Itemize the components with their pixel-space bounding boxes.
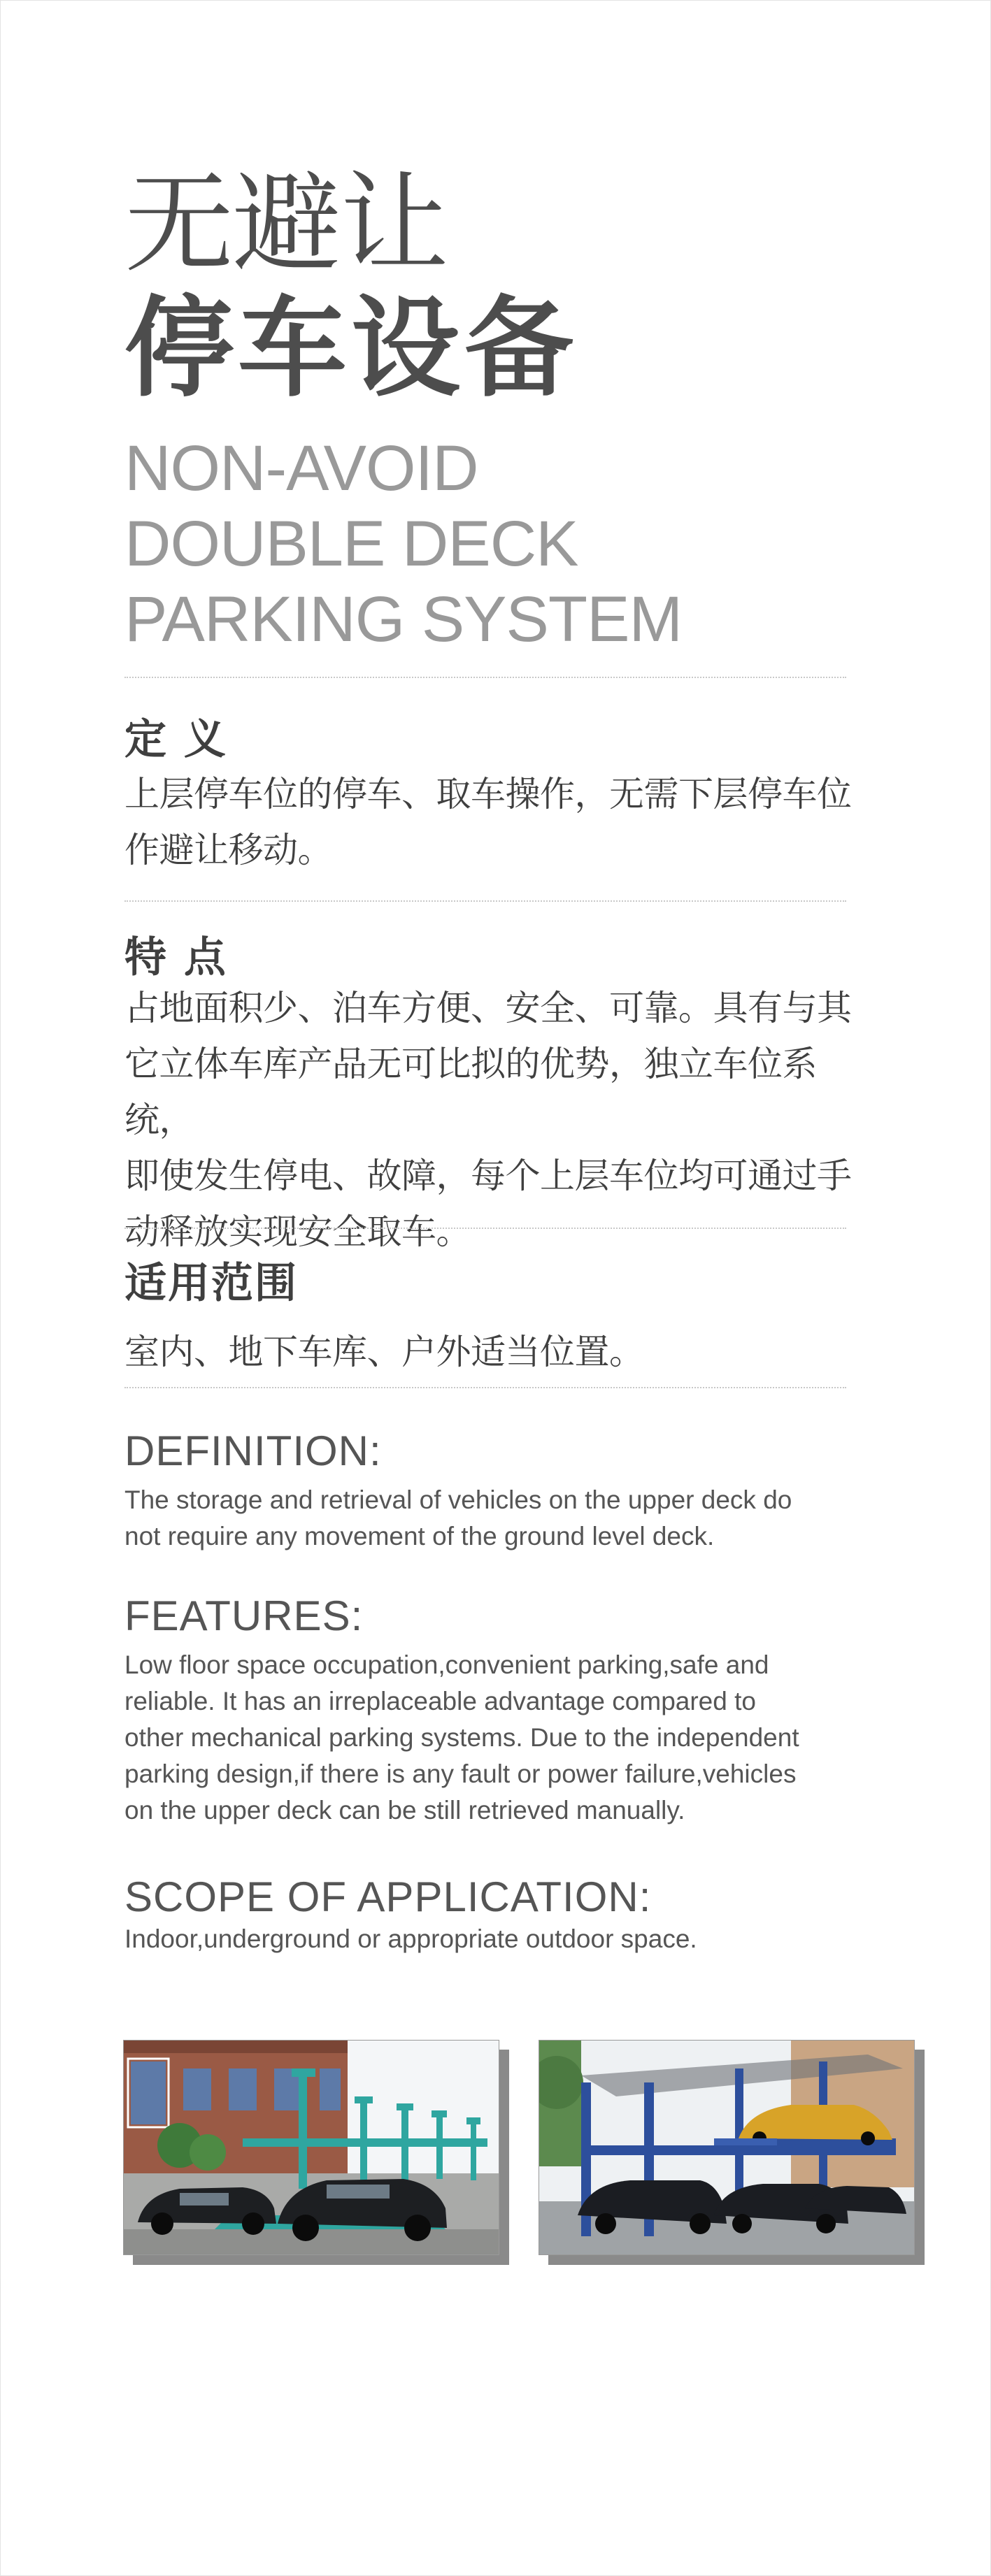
title-cn-line2: 停车设备 <box>124 285 578 412</box>
definition-text-cn <box>124 766 866 878</box>
divider <box>124 1387 846 1388</box>
text-line: 即使发生停电、故障，每个上层车位均可通过手 <box>124 1156 852 1196</box>
scope-text-en <box>124 1921 901 1957</box>
text-line: 上层停车位的停车、取车操作，无需下层停车位 <box>124 774 852 814</box>
text-line: 占地面积少、泊车方便、安全、可靠。具有与其 <box>124 988 852 1028</box>
features-text-en <box>124 1647 901 1829</box>
scope-heading-cn: 适用范围 <box>124 1259 298 1308</box>
text-line: Indoor,underground or appropriate outdoor space. <box>124 1924 697 1953</box>
definition-text-en <box>124 1482 901 1555</box>
divider <box>124 677 846 678</box>
features-heading-en: FEATURES: <box>124 1592 364 1639</box>
title-en-line: DOUBLE DECK <box>124 508 578 580</box>
scope-text-cn <box>124 1324 866 1380</box>
text-line: 动释放实现安全取车。 <box>124 1211 471 1252</box>
definition-heading-cn: 定 义 <box>124 715 227 764</box>
text-line: Low floor space occupation,convenient parking,safe and <box>124 1650 769 1679</box>
features-heading-cn: 特 点 <box>124 933 227 982</box>
outdoor-parking-illustration <box>124 2041 499 2254</box>
carport-illustration <box>539 2041 914 2254</box>
text-line: reliable. It has an irreplaceable advantage compared to <box>124 1687 756 1715</box>
definition-heading-en: DEFINITION: <box>124 1427 382 1474</box>
title-en <box>124 431 682 657</box>
text-line: The storage and retrieval of vehicles on the upper deck do <box>124 1485 792 1514</box>
text-line: on the upper deck can be still retrieved manually. <box>124 1796 685 1825</box>
text-line: 作避让移动。 <box>124 830 332 870</box>
scope-heading-en: SCOPE OF APPLICATION: <box>124 1873 652 1920</box>
divider <box>124 1228 846 1229</box>
photo-outdoor-parking-lift <box>123 2040 499 2255</box>
text-line: 它立体车库产品无可比拟的优势，独立车位系统， <box>124 1044 817 1140</box>
text-line: not require any movement of the ground level deck. <box>124 1522 715 1550</box>
title-en-line: NON-AVOID <box>124 433 478 504</box>
title-cn-line1: 无避让 <box>124 160 448 287</box>
divider <box>124 900 846 902</box>
text-line: parking design,if there is any fault or power failure,vehicles <box>124 1760 797 1788</box>
photo-double-deck-carport <box>539 2040 915 2255</box>
text-line: 室内、地下车库、户外适当位置。 <box>124 1332 644 1372</box>
features-text-cn <box>124 980 866 1260</box>
title-en-line: PARKING SYSTEM <box>124 584 683 655</box>
text-line: other mechanical parking systems. Due to the independent <box>124 1723 799 1752</box>
